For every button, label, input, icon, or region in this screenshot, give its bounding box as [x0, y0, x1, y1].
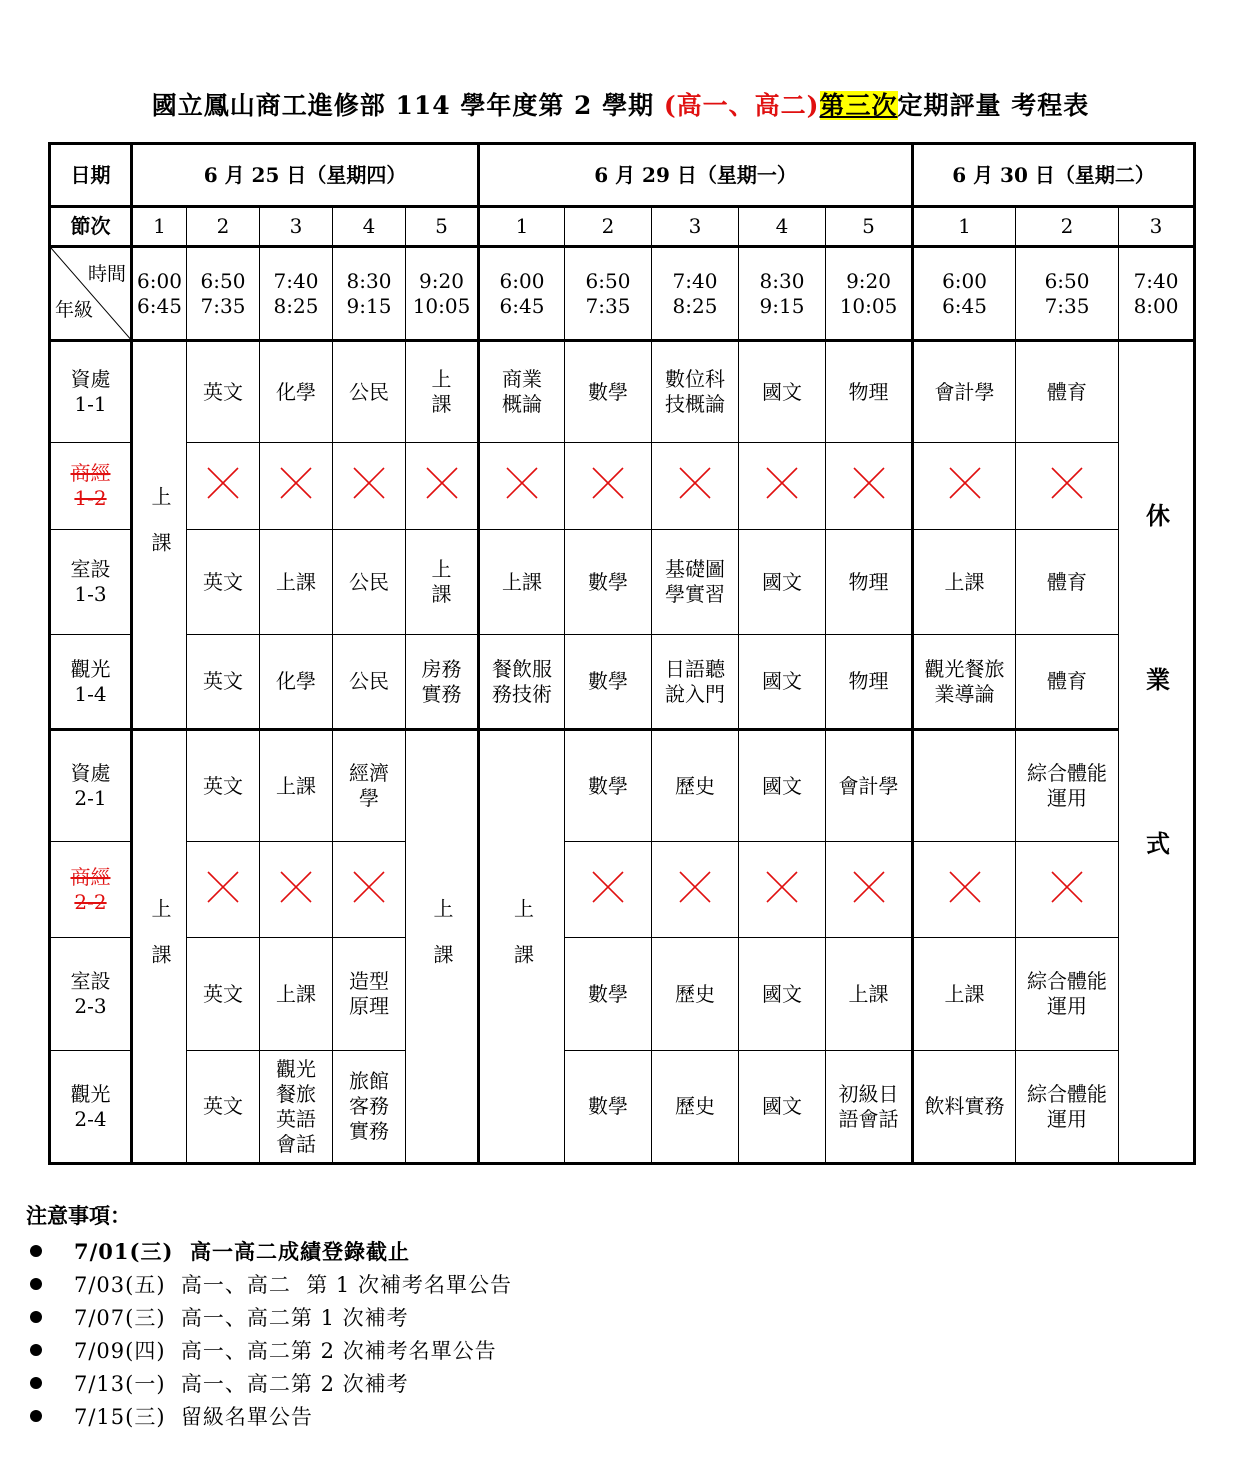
subject-cell: 體育 — [1016, 341, 1119, 443]
time-start: 9:20 — [846, 268, 891, 293]
subject-cell: 飲料實務 — [913, 1051, 1016, 1164]
cancelled-cell — [739, 443, 826, 530]
subject-cell: 體育 — [1016, 635, 1119, 730]
class-label-cancelled — [50, 842, 132, 938]
subject-cell: 歷史 — [652, 730, 739, 842]
closing-ceremony-text: 休業式 — [1141, 503, 1171, 995]
bullet-icon — [30, 1410, 42, 1422]
cross-icon — [1050, 466, 1084, 500]
subject-cell: 旅館 客務 實務 — [333, 1051, 406, 1164]
title-grades: (高一、高二) — [663, 91, 820, 120]
period: 4 — [739, 207, 826, 247]
subject-cell: 上課 — [913, 530, 1016, 635]
period: 2 — [565, 207, 652, 247]
cross-icon — [352, 466, 386, 500]
subject-cell: 數學 — [565, 938, 652, 1051]
time-slot — [565, 247, 652, 341]
title-main: 國立鳳山商工進修部 114 學年度第 2 學期 — [151, 91, 664, 120]
note-text: 7/13(一) 高一、高二第 2 次補考 — [74, 1371, 409, 1396]
subject-cell: 初級日 語會話 — [826, 1051, 913, 1164]
cancelled-cell — [260, 443, 333, 530]
time-slot — [913, 247, 1016, 341]
note-text: 7/09(四) 高一、高二第 2 次補考名單公告 — [74, 1338, 497, 1363]
time-slot — [652, 247, 739, 341]
date-label: 日期 — [50, 144, 132, 207]
time-label: 時間 — [87, 263, 126, 285]
cross-icon — [279, 870, 313, 904]
time-end: 6:45 — [499, 293, 545, 318]
note-item — [26, 1267, 1126, 1300]
in-class-cell — [132, 341, 187, 730]
time-end: 9:15 — [346, 293, 392, 318]
time-slot — [739, 247, 826, 341]
notes-list — [26, 1234, 1126, 1432]
subject-cell: 數學 — [565, 341, 652, 443]
cross-icon — [279, 466, 313, 500]
in-class-text: 上課 — [510, 897, 535, 990]
note-item — [26, 1399, 1126, 1432]
subject-cell: 國文 — [739, 938, 826, 1051]
time-slot — [479, 247, 565, 341]
period: 3 — [1119, 207, 1195, 247]
cancelled-cell — [479, 443, 565, 530]
time-slot — [333, 247, 406, 341]
time-end: 8:25 — [672, 293, 718, 318]
subject-cell: 商業 概論 — [479, 341, 565, 443]
cancelled-cell — [826, 842, 913, 938]
cancelled-cell — [826, 443, 913, 530]
note-text: 7/03(五) 高一、高二 第 1 次補考名單公告 — [74, 1272, 512, 1297]
cross-icon — [425, 466, 459, 500]
cancelled-cell — [565, 842, 652, 938]
notes-section — [26, 1200, 1126, 1432]
subject-cell: 數位科 技概論 — [652, 341, 739, 443]
time-start: 6:50 — [585, 268, 631, 293]
bullet-icon — [30, 1278, 42, 1290]
subject-cell: 會計學 — [913, 341, 1016, 443]
subject-cell: 國文 — [739, 635, 826, 730]
cancelled-cell — [1016, 443, 1119, 530]
time-start: 9:20 — [419, 268, 464, 293]
time-end: 7:35 — [1044, 293, 1090, 318]
period: 1 — [479, 207, 565, 247]
day-1: 6 月 25 日（星期四） — [132, 144, 479, 207]
time-start: 6:00 — [137, 268, 182, 293]
subject-cell: 體育 — [1016, 530, 1119, 635]
cross-icon — [206, 466, 240, 500]
subject-cell: 上課 — [913, 938, 1016, 1051]
subject-cell: 觀光 餐旅 英語 會話 — [260, 1051, 333, 1164]
period: 5 — [826, 207, 913, 247]
period: 4 — [333, 207, 406, 247]
note-item — [26, 1300, 1126, 1333]
time-slot — [260, 247, 333, 341]
cancelled-cell — [913, 443, 1016, 530]
time-end: 7:35 — [200, 293, 246, 318]
note-text: 7/15(三) 留級名單公告 — [74, 1404, 313, 1429]
subject-cell: 上課 — [479, 530, 565, 635]
subject-cell: 基礎圖 學實習 — [652, 530, 739, 635]
cross-icon — [206, 870, 240, 904]
subject-cell: 國文 — [739, 530, 826, 635]
cancelled-cell — [187, 443, 260, 530]
cancelled-cell — [187, 842, 260, 938]
page-title — [0, 86, 1241, 122]
time-end: 10:05 — [412, 293, 471, 318]
time-slot — [132, 247, 187, 341]
subject-cell: 公民 — [333, 635, 406, 730]
time-end: 6:45 — [137, 293, 182, 318]
note-item — [26, 1234, 1126, 1267]
cancelled-cell — [565, 443, 652, 530]
day-3: 6 月 30 日（星期二） — [913, 144, 1195, 207]
in-class-text: 上課 — [430, 897, 454, 990]
subject-cell: 上課 — [260, 730, 333, 842]
in-class-cell — [406, 730, 479, 1164]
subject-cell: 英文 — [187, 1051, 260, 1164]
time-end: 9:15 — [759, 293, 805, 318]
cancelled-cell — [333, 443, 406, 530]
subject-cell: 英文 — [187, 341, 260, 443]
subject-cell: 日語聽 說入門 — [652, 635, 739, 730]
in-class-cell — [479, 730, 565, 1164]
class-label: 觀光 1-4 — [50, 635, 132, 730]
time-start: 7:40 — [672, 268, 718, 293]
cancelled-cell — [652, 443, 739, 530]
class-label-text: 商經 2-2 — [70, 864, 111, 914]
subject-cell: 上 課 — [406, 341, 479, 443]
subject-cell: 公民 — [333, 341, 406, 443]
time-start: 6:00 — [499, 268, 545, 293]
time-start: 6:00 — [942, 268, 987, 293]
class-label-text: 商經 1-2 — [70, 461, 111, 510]
period: 5 — [406, 207, 479, 247]
cancelled-cell — [913, 842, 1016, 938]
cancelled-cell — [652, 842, 739, 938]
cross-icon — [948, 466, 982, 500]
bullet-icon — [30, 1377, 42, 1389]
subject-cell: 房務 實務 — [406, 635, 479, 730]
title-rest: 定期評量 考程表 — [897, 91, 1090, 120]
subject-cell: 餐飲服 務技術 — [479, 635, 565, 730]
note-text: 7/01(三) 高一高二成績登錄截止 — [74, 1238, 410, 1264]
period: 3 — [260, 207, 333, 247]
exam-schedule-table — [48, 142, 1196, 1165]
time-slot — [826, 247, 913, 341]
subject-cell: 歷史 — [652, 938, 739, 1051]
class-label: 資處 2-1 — [50, 730, 132, 842]
subject-cell: 上 課 — [406, 530, 479, 635]
time-start: 7:40 — [1133, 268, 1179, 293]
time-slot — [1016, 247, 1119, 341]
subject-cell: 數學 — [565, 635, 652, 730]
time-start: 6:50 — [1044, 268, 1090, 293]
class-label: 觀光 2-4 — [50, 1051, 132, 1164]
time-start: 8:30 — [346, 268, 392, 293]
closing-ceremony-cell — [1119, 341, 1195, 1164]
period: 1 — [132, 207, 187, 247]
subject-cell: 觀光餐旅 業導論 — [913, 635, 1016, 730]
period: 3 — [652, 207, 739, 247]
cross-icon — [505, 466, 539, 500]
subject-cell: 上課 — [826, 938, 913, 1051]
cross-icon — [852, 466, 886, 500]
subject-cell: 公民 — [333, 530, 406, 635]
title-exam-number: 第三次 — [819, 91, 898, 120]
subject-cell: 英文 — [187, 730, 260, 842]
in-class-text: 上課 — [148, 486, 172, 578]
time-slot — [1119, 247, 1195, 341]
notes-title: 注意事項： — [26, 1203, 131, 1228]
cross-icon — [948, 870, 982, 904]
subject-cell: 上課 — [260, 938, 333, 1051]
period: 2 — [1016, 207, 1119, 247]
subject-cell: 綜合體能 運用 — [1016, 938, 1119, 1051]
day-2: 6 月 29 日（星期一） — [479, 144, 913, 207]
cancelled-cell — [739, 842, 826, 938]
subject-cell: 數學 — [565, 1051, 652, 1164]
subject-cell: 化學 — [260, 635, 333, 730]
note-item — [26, 1366, 1126, 1399]
time-end: 8:00 — [1133, 293, 1179, 318]
cross-icon — [1050, 870, 1084, 904]
subject-cell: 上課 — [260, 530, 333, 635]
bullet-icon — [30, 1344, 42, 1356]
subject-cell: 數學 — [565, 530, 652, 635]
subject-cell: 物理 — [826, 635, 913, 730]
in-class-cell — [132, 730, 187, 1164]
cross-icon — [352, 870, 386, 904]
cross-icon — [852, 870, 886, 904]
cancelled-cell — [406, 443, 479, 530]
time-end: 10:05 — [839, 293, 898, 318]
period-label: 節次 — [50, 207, 132, 247]
cancelled-cell — [260, 842, 333, 938]
time-start: 6:50 — [200, 268, 246, 293]
time-end: 6:45 — [942, 293, 987, 318]
subject-cell: 歷史 — [652, 1051, 739, 1164]
time-start: 8:30 — [759, 268, 805, 293]
subject-cell: 化學 — [260, 341, 333, 443]
subject-cell: 國文 — [739, 730, 826, 842]
subject-cell: 數學 — [565, 730, 652, 842]
cross-icon — [765, 870, 799, 904]
subject-cell: 經濟 學 — [333, 730, 406, 842]
subject-cell: 綜合體能 運用 — [1016, 1051, 1119, 1164]
period: 2 — [187, 207, 260, 247]
period: 1 — [913, 207, 1016, 247]
time-slot — [187, 247, 260, 341]
in-class-text: 上課 — [148, 897, 172, 990]
grade-label: 年級 — [55, 299, 94, 321]
subject-cell: 物理 — [826, 530, 913, 635]
class-label: 室設 2-3 — [50, 938, 132, 1051]
time-slot — [406, 247, 479, 341]
class-label: 室設 1-3 — [50, 530, 132, 635]
class-label: 資處 1-1 — [50, 341, 132, 443]
subject-cell: 國文 — [739, 341, 826, 443]
time-start: 7:40 — [273, 268, 319, 293]
cross-icon — [678, 870, 712, 904]
subject-cell — [913, 730, 1016, 842]
subject-cell: 綜合體能 運用 — [1016, 730, 1119, 842]
bullet-icon — [30, 1245, 42, 1257]
subject-cell: 會計學 — [826, 730, 913, 842]
subject-cell: 物理 — [826, 341, 913, 443]
bullet-icon — [30, 1311, 42, 1323]
cross-icon — [765, 466, 799, 500]
class-label-cancelled — [50, 443, 132, 530]
note-item — [26, 1333, 1126, 1366]
time-end: 8:25 — [273, 293, 319, 318]
subject-cell: 造型 原理 — [333, 938, 406, 1051]
subject-cell: 英文 — [187, 938, 260, 1051]
time-end: 7:35 — [585, 293, 631, 318]
subject-cell: 英文 — [187, 635, 260, 730]
cross-icon — [678, 466, 712, 500]
subject-cell: 國文 — [739, 1051, 826, 1164]
note-text: 7/07(三) 高一、高二第 1 次補考 — [74, 1305, 409, 1330]
cross-icon — [591, 870, 625, 904]
cross-icon — [591, 466, 625, 500]
subject-cell: 英文 — [187, 530, 260, 635]
time-grade-corner — [50, 247, 132, 341]
cancelled-cell — [1016, 842, 1119, 938]
cancelled-cell — [333, 842, 406, 938]
